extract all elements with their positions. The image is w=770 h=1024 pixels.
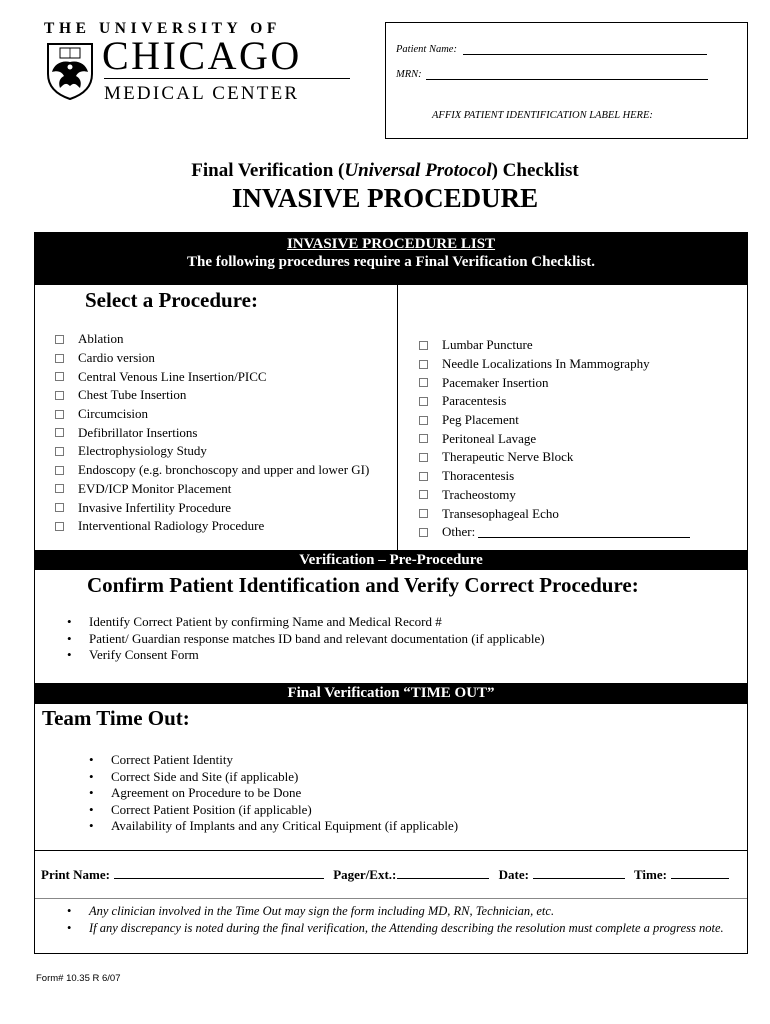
procedure-item[interactable]: Cardio version — [55, 349, 369, 368]
note-item: • Any clinician involved in the Time Out may sign the form including MD, RN, Technician, etc. — [65, 903, 725, 920]
procedure-item[interactable]: Central Venous Line Insertion/PICC — [55, 367, 369, 386]
procedure-item[interactable]: Lumbar Puncture — [419, 336, 690, 355]
checkbox[interactable] — [55, 503, 64, 512]
checkbox[interactable] — [55, 335, 64, 344]
logo-medical-center-text: MEDICAL CENTER — [104, 83, 300, 104]
list-item: • Verify Consent Form — [67, 647, 545, 664]
procedure-item[interactable]: Defibrillator Insertions — [55, 423, 369, 442]
procedure-item[interactable]: Invasive Infertility Procedure — [55, 498, 369, 517]
procedure-list-left — [55, 330, 369, 536]
procedure-list-title: INVASIVE PROCEDURE LIST — [286, 236, 496, 252]
procedure-item[interactable]: Pacemaker Insertion — [419, 373, 690, 392]
select-procedure-heading: Select a Procedure: — [85, 288, 258, 312]
mrn-field[interactable] — [426, 79, 708, 80]
procedure-item[interactable]: Peritoneal Lavage — [419, 429, 690, 448]
procedure-item[interactable]: Ablation — [55, 330, 369, 349]
procedure-item[interactable]: Chest Tube Insertion — [55, 386, 369, 405]
procedure-item[interactable]: Interventional Radiology Procedure — [55, 517, 369, 536]
pre-procedure-list — [67, 614, 545, 664]
logo-rule — [104, 78, 350, 79]
checkbox[interactable] — [419, 434, 428, 443]
list-item: • Correct Patient Identity — [89, 752, 458, 769]
confirm-identification-heading: Confirm Patient Identification and Verify Correct Procedure: — [87, 573, 639, 597]
title-part-2: Universal Protocol — [344, 160, 492, 181]
checkbox[interactable] — [55, 410, 64, 419]
checkbox[interactable] — [55, 391, 64, 400]
pager-label: Pager/Ext.: — [333, 867, 397, 882]
procedure-item[interactable]: Needle Localizations In Mammography — [419, 355, 690, 374]
form-number: Form# 10.35 R 6/07 — [36, 973, 121, 984]
checkbox[interactable] — [55, 466, 64, 475]
checkbox[interactable] — [419, 416, 428, 425]
title-part-1: Final Verification ( — [191, 160, 345, 181]
page-title: INVASIVE PROCEDURE — [231, 183, 539, 213]
list-item: • Correct Patient Position (if applicable) — [89, 802, 458, 819]
time-out-list — [89, 752, 458, 835]
other-field[interactable] — [478, 526, 690, 538]
mrn-label: MRN: — [396, 69, 422, 80]
procedure-item[interactable]: Electrophysiology Study — [55, 442, 369, 461]
procedure-item[interactable]: Endoscopy (e.g. bronchoscopy and upper and lower GI) — [55, 461, 369, 480]
list-item: • Identify Correct Patient by confirming Name and Medical Record # — [67, 614, 545, 631]
checkbox[interactable] — [419, 528, 428, 537]
procedure-item[interactable]: Thoracentesis — [419, 467, 690, 486]
checkbox[interactable] — [55, 372, 64, 381]
notes-list — [65, 903, 725, 937]
phoenix-seal-icon — [46, 42, 94, 100]
logo-chicago-text: CHICAGO — [102, 33, 302, 78]
checkbox[interactable] — [419, 341, 428, 350]
checkbox[interactable] — [419, 490, 428, 499]
note-item: • If any discrepancy is noted during the final verification, the Attending describing the resolution must complete a progress note. — [65, 920, 725, 937]
procedure-list-subtitle: The following procedures require a Final Verification Checklist. — [186, 254, 596, 270]
checkbox[interactable] — [55, 428, 64, 437]
university-logo — [44, 20, 309, 110]
checklist-title — [0, 160, 770, 182]
print-name-field[interactable] — [114, 867, 324, 879]
checklist-frame — [34, 232, 748, 954]
list-item: • Availability of Implants and any Critical Equipment (if applicable) — [89, 818, 458, 835]
procedure-item[interactable]: Therapeutic Nerve Block — [419, 448, 690, 467]
date-field[interactable] — [533, 867, 625, 879]
list-item: • Correct Side and Site (if applicable) — [89, 769, 458, 786]
pre-procedure-bar: Verification – Pre-Procedure — [35, 550, 747, 570]
procedure-item[interactable]: Paracentesis — [419, 392, 690, 411]
procedure-list-header — [35, 233, 747, 285]
procedure-item[interactable]: Circumcision — [55, 405, 369, 424]
list-item: • Patient/ Guardian response matches ID band and relevant documentation (if applicable) — [67, 631, 545, 648]
column-divider — [397, 285, 398, 550]
signature-row — [41, 867, 735, 883]
divider — [35, 850, 747, 851]
time-field[interactable] — [671, 867, 729, 879]
patient-name-label: Patient Name: — [396, 44, 457, 55]
checkbox[interactable] — [419, 472, 428, 481]
mrn-row — [396, 69, 708, 80]
checkbox[interactable] — [55, 522, 64, 531]
checkbox[interactable] — [419, 360, 428, 369]
procedure-item[interactable]: Tracheostomy — [419, 486, 690, 505]
checkbox[interactable] — [419, 397, 428, 406]
pager-field[interactable] — [397, 867, 489, 879]
divider — [35, 898, 747, 899]
time-label: Time: — [633, 867, 667, 882]
checkbox[interactable] — [55, 354, 64, 363]
patient-name-row — [396, 44, 707, 55]
procedure-item[interactable]: Peg Placement — [419, 411, 690, 430]
patient-label-box — [385, 22, 748, 139]
checkbox[interactable] — [55, 484, 64, 493]
list-item: • Agreement on Procedure to be Done — [89, 785, 458, 802]
procedure-item[interactable]: EVD/ICP Monitor Placement — [55, 480, 369, 499]
team-time-out-heading: Team Time Out: — [42, 706, 190, 730]
checkbox[interactable] — [419, 378, 428, 387]
affix-label-text: AFFIX PATIENT IDENTIFICATION LABEL HERE: — [432, 110, 653, 121]
procedure-item-other[interactable]: Other: — [419, 523, 690, 542]
checkbox[interactable] — [55, 447, 64, 456]
checkbox[interactable] — [419, 453, 428, 462]
procedure-item[interactable]: Transesophageal Echo — [419, 504, 690, 523]
checkbox[interactable] — [419, 509, 428, 518]
patient-name-field[interactable] — [463, 54, 707, 55]
logo-top-text: THE UNIVERSITY OF — [44, 20, 281, 37]
time-out-bar: Final Verification “TIME OUT” — [35, 683, 747, 704]
procedure-list-right — [419, 336, 690, 542]
title-part-3: ) Checklist — [491, 160, 579, 181]
print-name-label: Print Name: — [41, 867, 110, 882]
date-label: Date: — [498, 867, 529, 882]
